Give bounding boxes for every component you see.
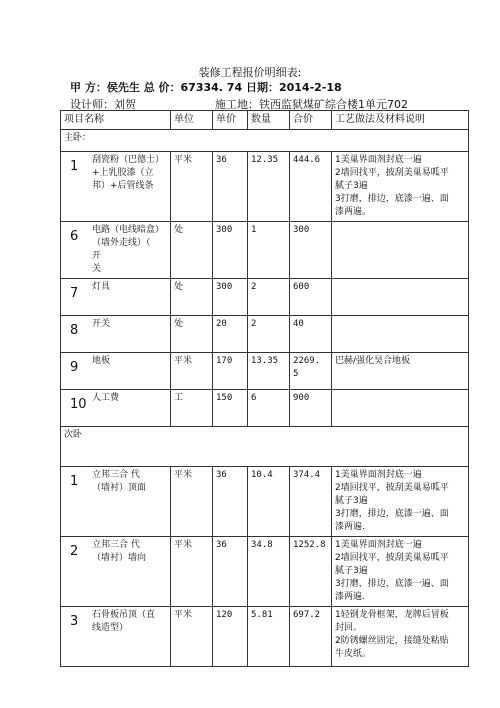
item-unit: 平米 — [171, 467, 213, 537]
item-name: 石骨板吊顶（直 线造型） — [92, 610, 156, 633]
item-desc: 巴赫/强化昊合地板 — [332, 353, 469, 390]
item-desc — [332, 316, 469, 353]
column-header-unit: 单位 — [171, 111, 213, 130]
table-row — [61, 607, 469, 667]
item-price: 120 — [213, 607, 248, 667]
item-price: 36 — [213, 152, 248, 222]
item-unit: 平米 — [171, 152, 213, 222]
item-unit: 处 — [171, 316, 213, 353]
item-number: 6 — [70, 229, 79, 244]
item-name-cell — [61, 537, 171, 607]
item-number: 8 — [70, 323, 79, 338]
item-name: 立邦三合 代 （墙衬）墙向 — [92, 540, 147, 563]
item-price: 36 — [213, 467, 248, 537]
item-name-cell — [61, 222, 171, 279]
item-name-cell — [61, 467, 171, 537]
section-row-second-bedroom — [61, 427, 469, 467]
item-price: 150 — [213, 390, 248, 427]
item-desc — [332, 222, 469, 279]
item-amount: 900 — [290, 390, 332, 427]
client-name: 甲 方：侯先生 — [70, 81, 140, 94]
designer-name: 设计师：刘贺 — [70, 98, 136, 111]
table-row — [61, 279, 469, 316]
item-unit: 工 — [171, 390, 213, 427]
item-amount: 40 — [290, 316, 332, 353]
item-name: 开关 — [92, 319, 111, 329]
item-name: 立邦三合 代 （墙衬）顶面 — [92, 470, 147, 493]
item-amount: 300 — [290, 222, 332, 279]
item-price: 300 — [213, 222, 248, 279]
item-name-cell — [61, 279, 171, 316]
item-number: 1 — [70, 474, 79, 489]
item-qty: 34.8 — [248, 537, 290, 607]
table-row — [61, 353, 469, 390]
item-qty: 5.81 — [248, 607, 290, 667]
item-number: 10 — [70, 397, 87, 412]
item-desc — [332, 390, 469, 427]
item-number: 2 — [70, 544, 79, 559]
item-unit: 处 — [171, 279, 213, 316]
item-qty: 1 — [248, 222, 290, 279]
item-unit: 平米 — [171, 353, 213, 390]
item-unit: 平米 — [171, 607, 213, 667]
column-header-price: 单价 — [213, 111, 248, 130]
item-qty: 13.35 — [248, 353, 290, 390]
item-amount: 697.2 — [290, 607, 332, 667]
item-qty: 12.35 — [248, 152, 290, 222]
item-name-cell — [61, 607, 171, 667]
item-price: 36 — [213, 537, 248, 607]
item-name: 刮瓷粉（巴德士） +上乳胶漆（立 邦）+后管线条 — [92, 155, 165, 191]
item-name: 地板 — [92, 356, 111, 366]
item-qty: 2 — [248, 316, 290, 353]
table-row — [61, 537, 469, 607]
item-qty: 2 — [248, 279, 290, 316]
item-desc: 1美巢界面剂封底一遍 2墙回找平，披刮美巢易呱平 腻子3遍 3打磨，排边，底漆一遍、面 漆两遍. — [332, 467, 469, 537]
section-label: 主卧： — [61, 130, 469, 152]
item-number: 7 — [70, 286, 79, 301]
item-name-cell — [61, 152, 171, 222]
item-qty: 6 — [248, 390, 290, 427]
item-name: 人工费 — [92, 393, 120, 403]
quote-table — [60, 110, 469, 667]
item-amount: 374.4 — [290, 467, 332, 537]
table-row — [61, 222, 469, 279]
item-number: 3 — [70, 614, 79, 629]
item-name-cell — [61, 316, 171, 353]
quote-date: 日期：2014-2-18 — [245, 81, 342, 94]
item-desc — [332, 279, 469, 316]
item-price: 170 — [213, 353, 248, 390]
item-name-cell — [61, 390, 171, 427]
item-name: 灯具 — [92, 282, 111, 292]
table-row — [61, 152, 469, 222]
construction-site: 施工地：铁西监狱煤矿综合楼1单元702 — [215, 98, 408, 111]
page-title: 装修工程报价明细表: — [198, 66, 302, 79]
item-desc: 1美巢界面剂封底一遍 2墙回找平，披刮美巢易呱平 腻子3遍 3打磨，排边，底漆一遍、面 漆两遍。 — [332, 152, 469, 222]
item-name: 电路（电线暗盒） （墙外走线）（ 开 关 — [92, 225, 165, 274]
header-info-line — [70, 79, 342, 95]
item-amount: 1252.8 — [290, 537, 332, 607]
column-header-desc: 工艺做法及材料说明 — [332, 111, 469, 130]
column-header-qty: 数量 — [248, 111, 290, 130]
item-amount: 444.6 — [290, 152, 332, 222]
table-row — [61, 390, 469, 427]
item-number: 9 — [70, 360, 79, 375]
table-row — [61, 467, 469, 537]
section-label: 次卧 — [61, 427, 469, 467]
item-unit: 平米 — [171, 537, 213, 607]
column-header-amount: 合价 — [290, 111, 332, 130]
item-amount: 2269. 5 — [290, 353, 332, 390]
section-row-master-bedroom — [61, 130, 469, 152]
item-amount: 600 — [290, 279, 332, 316]
item-price: 20 — [213, 316, 248, 353]
total-price: 总 价：67334. 74 — [143, 81, 243, 94]
item-number: 1 — [70, 159, 79, 174]
table-header-row — [61, 111, 469, 130]
column-header-name: 项目名称 — [61, 111, 171, 130]
item-unit: 处 — [171, 222, 213, 279]
item-price: 300 — [213, 279, 248, 316]
item-qty: 10.4 — [248, 467, 290, 537]
item-desc: 1轻钢龙骨框架，龙牌后冒板 封回。 2防锈螺丝固定，接缝处粘贴 牛皮纸。 — [332, 607, 469, 667]
table-row — [61, 316, 469, 353]
item-name-cell — [61, 353, 171, 390]
item-desc: 1美巢界面剂封底一遍 2墙回找平，披刮美巢易呱平 腻子3遍 3打磨，排边，底漆一遍、面 漆两遍. — [332, 537, 469, 607]
